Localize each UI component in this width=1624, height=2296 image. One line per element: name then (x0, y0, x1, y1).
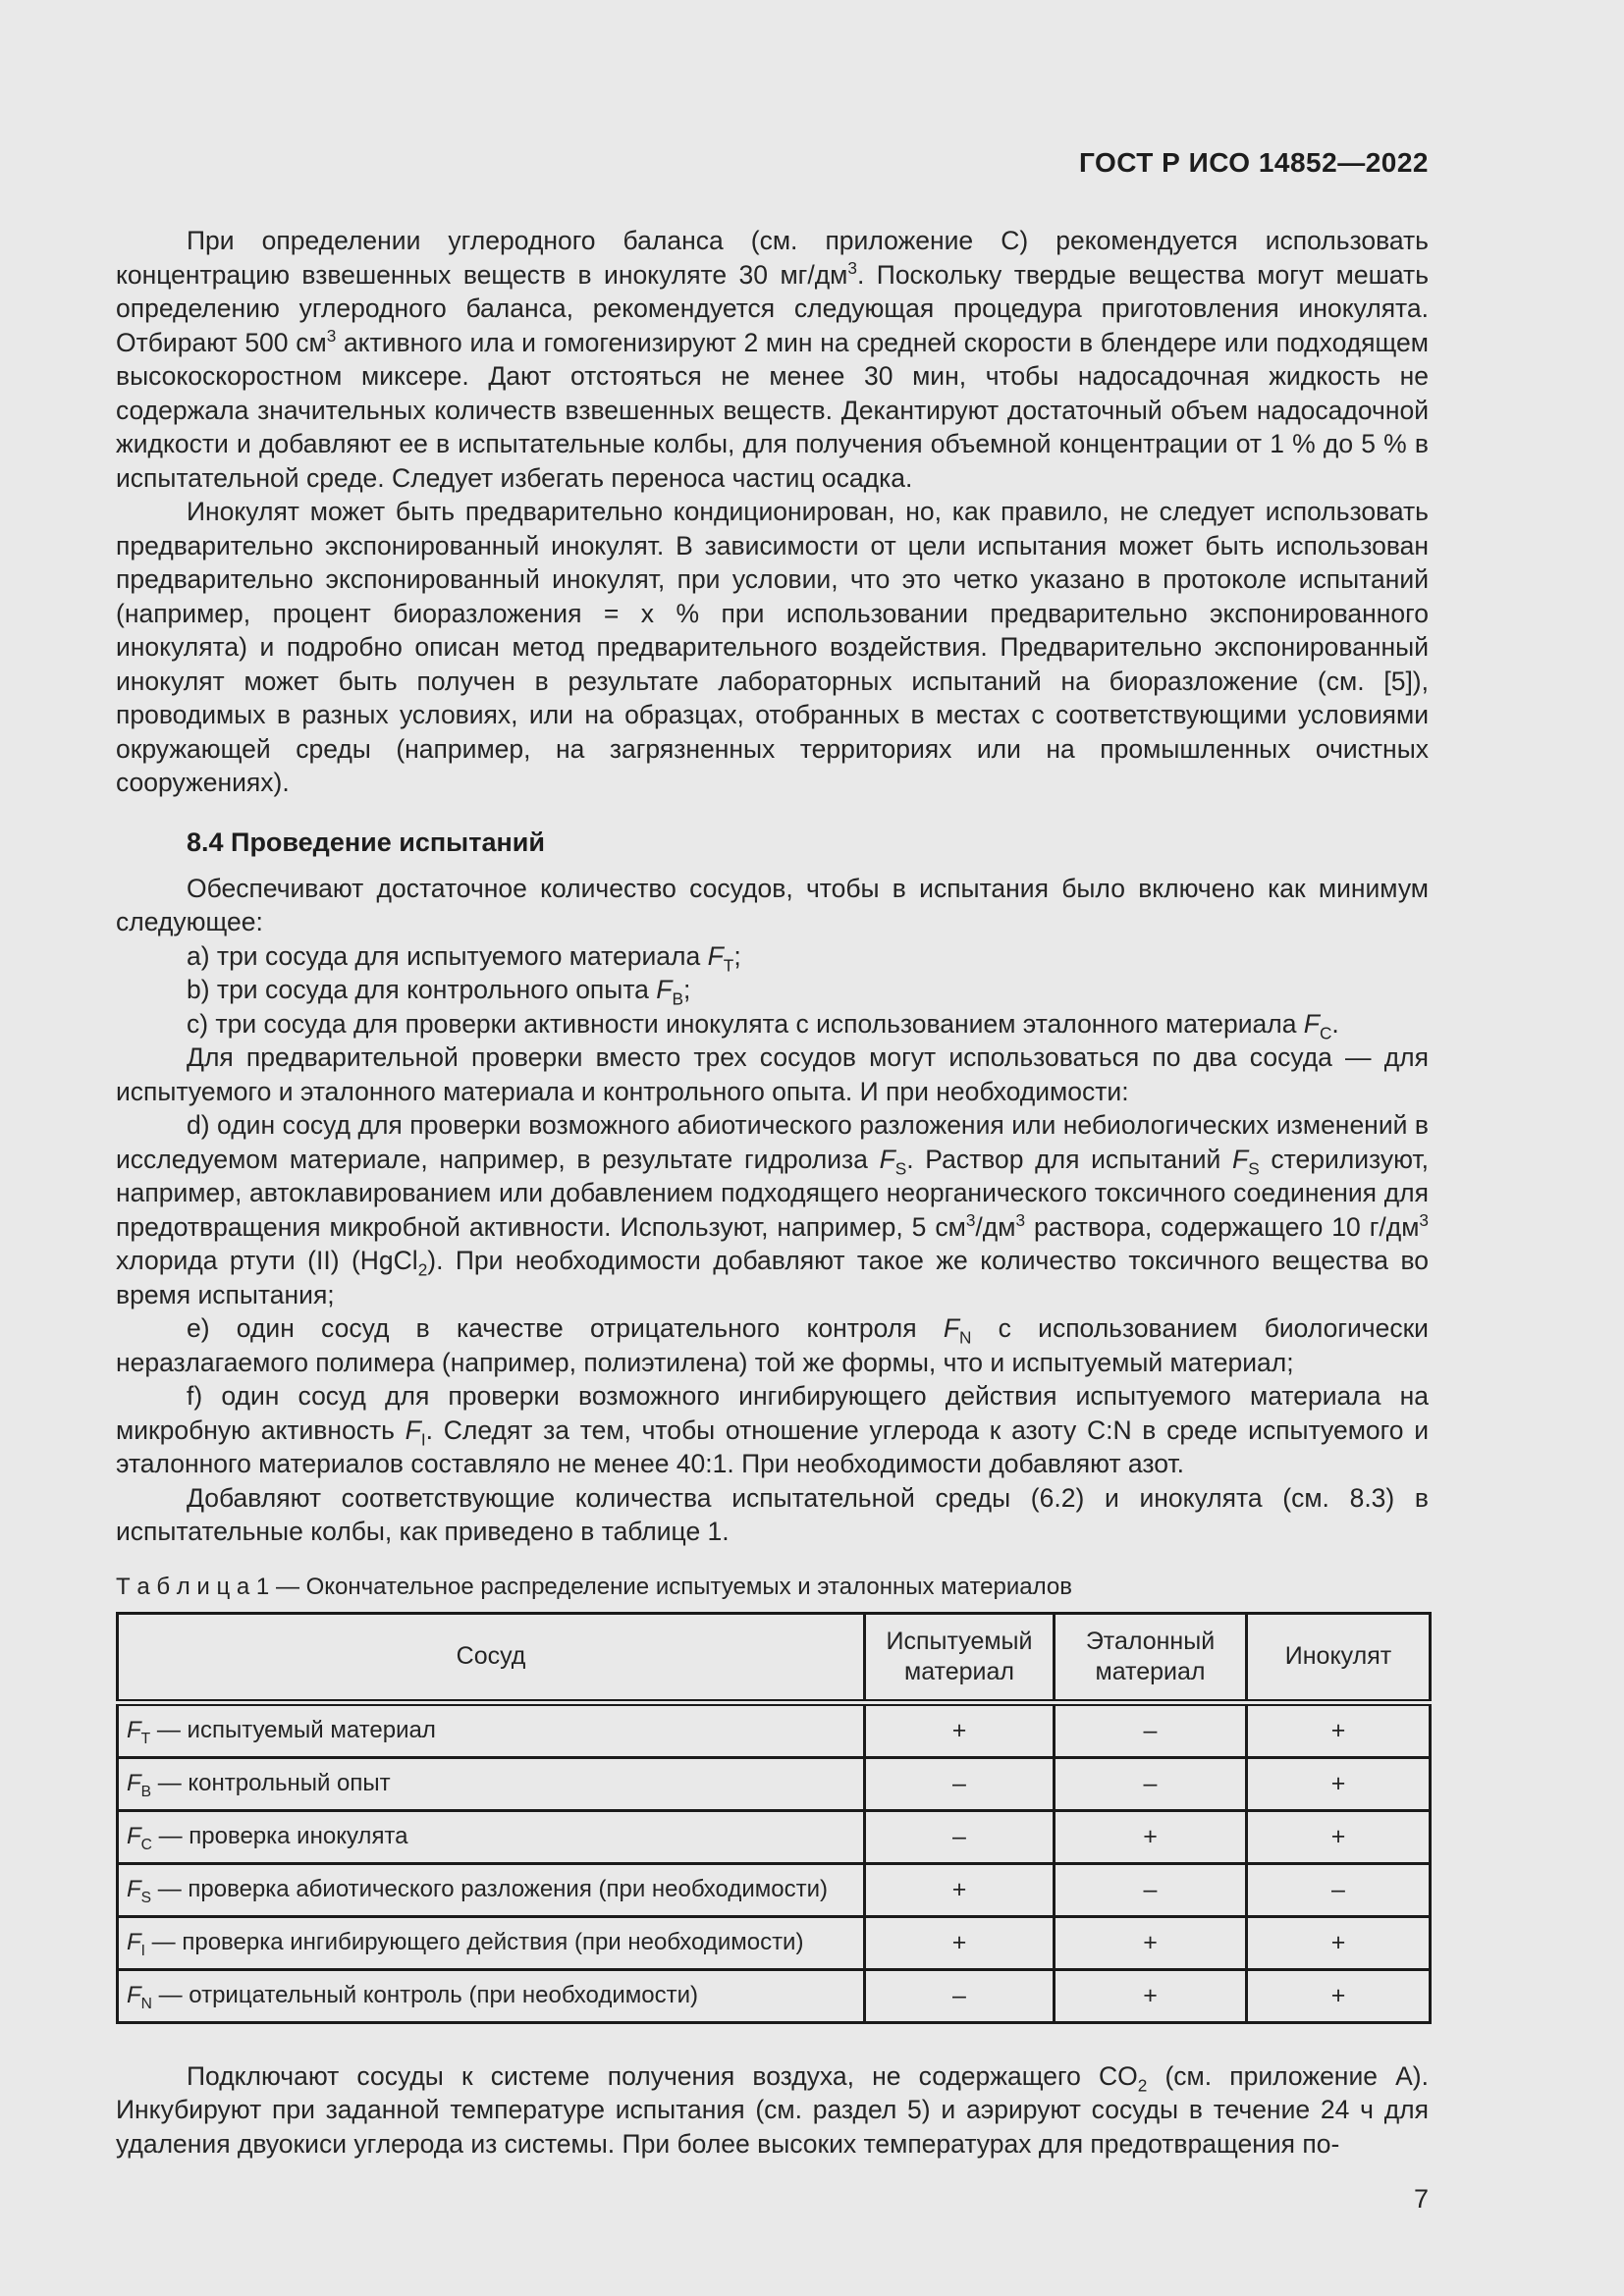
list-item-a: a) три сосуда для испытуемого материала $F_T$; (187, 940, 741, 975)
cell-reference-material: + (1055, 1916, 1247, 1969)
table-1-caption: Т а б л и ц а 1 — Окончательное распределение испытуемых и эталонных материалов (116, 1573, 1073, 1600)
cell-test-material: + (865, 1916, 1055, 1969)
table-row (118, 1702, 1431, 1757)
vessel-label: $F_C$ — проверка инокулята (118, 1810, 865, 1863)
cell-reference-material: – (1055, 1863, 1247, 1916)
paragraph-provide-vessels: Обеспечивают достаточное количество сосудов, чтобы в испытания было включено как минимум следующее: (116, 873, 1429, 936)
cell-reference-material: + (1055, 1969, 1247, 2022)
vessel-label: $F_I$ — проверка ингибирующего действия (при необходимости) (118, 1916, 865, 1969)
list-item-f: f) один сосуд для проверки возможного ингибирующего действия испытуемого материала на микробную активность $F_I$. Следят за тем, чтобы отношение углерода к азоту C:N в среде испытуемого и эталонного материалов составляло не менее 40:1. При необходимости добавляют азот. (116, 1381, 1429, 1478)
section-heading-8-4: 8.4 Проведение испытаний (187, 827, 545, 857)
paragraph-inoculum-concentration: При определении углеродного баланса (см. приложение С) рекомендуется использовать концентрацию взвешенных веществ в инокуляте 30 $мг/дм^3$. Поскольку твердые вещества могут мешать определению углеродного баланса, рекомендуется следующая процедура приготовления инокулята. Отбирают 500 $см^3$ активного ила и гомогенизируют 2 мин на средней скорости в блендере или подходящем высокоскоростном миксере. Дают отстояться не менее 30 мин, чтобы надосадочная жидкость не содержала значительных количеств взвешенных веществ. Декантируют достаточный объем надосадочной жидкости и добавляют ее в испытательные колбы, для получения объемной концентрации от 1 % до 5 % в испытательной среде. Следует избегать переноса частиц осадка. (116, 226, 1429, 493)
cell-reference-material: – (1055, 1757, 1247, 1810)
vessel-label: $F_T$ — испытуемый материал (118, 1702, 865, 1757)
paragraph-co2-free-air: Подключают сосуды к системе получения воздуха, не содержащего $CO_2$ (см. приложение А). Инкубируют при заданной температуре испытания (см. раздел 5) и аэрируют сосуды в течение 24 ч для удаления двуокиси углерода из системы. При более высоких температурах для предотвращения по- (116, 2060, 1429, 2159)
paragraph-add-medium: Добавляют соответствующие количества испытательной среды (6.2) и инокулята (см. 8.3) в испытательные колбы, как приведено в таблице 1. (116, 1482, 1429, 1546)
table-row (118, 1969, 1431, 2022)
table-row (118, 1916, 1431, 1969)
cell-test-material: + (865, 1702, 1055, 1757)
column-header-reference-material: Эталонный материал (1055, 1613, 1247, 1702)
cell-inoculum: + (1247, 1916, 1431, 1969)
cell-test-material: – (865, 1810, 1055, 1863)
table-row (118, 1810, 1431, 1863)
paragraph-preliminary-check: Для предварительной проверки вместо трех сосудов могут использоваться по два сосуда — для испытуемого и эталонного материала и контрольного опыта. И при необходимости: (116, 1042, 1429, 1106)
cell-test-material: – (865, 1969, 1055, 2022)
vessel-label: $F_B$ — контрольный опыт (118, 1757, 865, 1810)
cell-test-material: – (865, 1757, 1055, 1810)
list-item-e: e) один сосуд в качестве отрицательного контроля $F_N$ с использованием биологически неразлагаемого полимера (например, полиэтилена) той же формы, что и испытуемый материал; (116, 1313, 1429, 1377)
page-number: 7 (1413, 2184, 1429, 2214)
table-row (118, 1757, 1431, 1810)
list-item-b: b) три сосуда для контрольного опыта $F_B$; (187, 975, 691, 1009)
cell-inoculum: + (1247, 1757, 1431, 1810)
table-header-row (118, 1613, 1431, 1702)
list-item-d: d) один сосуд для проверки возможного абиотического разложения или небиологических изменений в исследуемом материале, например, в результате гидролиза $F_S$. Раствор для испытаний $F_S$ стерилизуют, например, автоклавированием или добавлением подходящего неорганического токсичного соединения для предотвращения микробной активности. Используют, например, 5 $см^3/дм^3$ раствора, содержащего 10 $г/дм^3$ хлорида ртути (II) (HgCl$_2$). При необходимости добавляют такое же количество токсичного вещества во время испытания; (116, 1110, 1429, 1309)
table-1-material-distribution (116, 1612, 1432, 2024)
table-row (118, 1863, 1431, 1916)
list-item-c: c) три сосуда для проверки активности инокулята с использованием эталонного материала $F_C$. (187, 1008, 1339, 1042)
cell-inoculum: + (1247, 1810, 1431, 1863)
column-header-vessel: Сосуд (118, 1613, 865, 1702)
vessel-label: $F_N$ — отрицательный контроль (при необходимости) (118, 1969, 865, 2022)
paragraph-preexposed-inoculum: Инокулят может быть предварительно кондиционирован, но, как правило, не следует использовать предварительно экспонированный инокулят. В зависимости от цели испытания может быть использован предварительно экспонированный инокулят, при условии, что это четко указано в протоколе испытаний (например, процент биоразложения = x % при использовании предварительно экспонированного инокулята) и подробно описан метод предварительного воздействия. Предварительно экспонированный инокулят может быть получен в результате лабораторных испытаний на биоразложение (см. [5]), проводимых в разных условиях, или на образцах, отобранных в местах с соответствующими условиями окружающей среды (например, на загрязненных территориях или на промышленных очистных сооружениях). (116, 497, 1429, 797)
vessel-label: $F_S$ — проверка абиотического разложения (при необходимости) (118, 1863, 865, 1916)
cell-reference-material: + (1055, 1810, 1247, 1863)
column-header-test-material: Испытуемый материал (865, 1613, 1055, 1702)
cell-reference-material: – (1055, 1702, 1247, 1757)
document-body (116, 224, 1429, 2216)
cell-inoculum: – (1247, 1863, 1431, 1916)
cell-inoculum: + (1247, 1702, 1431, 1757)
cell-test-material: + (865, 1863, 1055, 1916)
column-header-inoculum: Инокулят (1247, 1613, 1431, 1702)
document-code-header: ГОСТ Р ИСО 14852—2022 (1078, 147, 1429, 178)
cell-inoculum: + (1247, 1969, 1431, 2022)
